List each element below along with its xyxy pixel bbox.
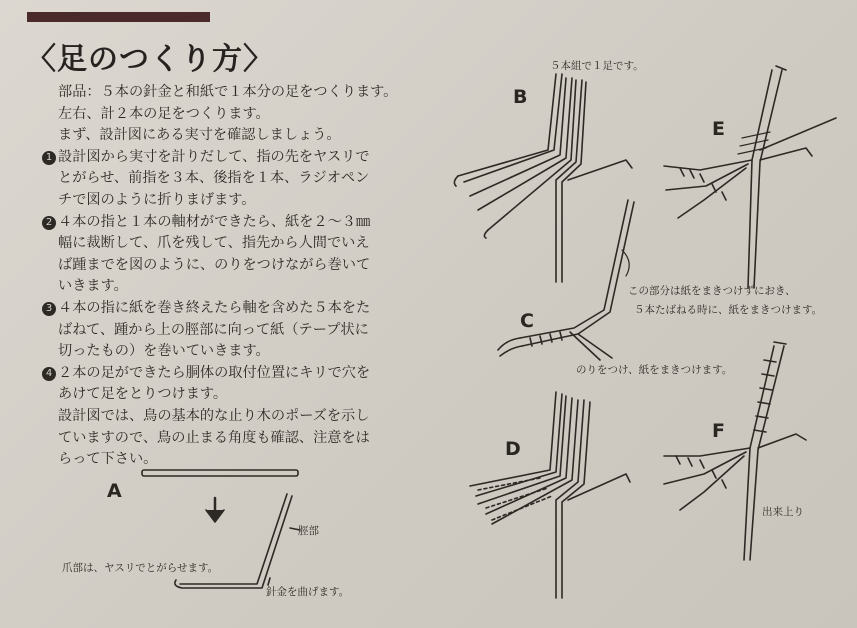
step-1-line: 1 設計図から実寸を計りだして、指の先をヤスリで [58,147,408,169]
step-3-line: 切ったもの）を巻いていきます。 [58,343,270,360]
step-number: 2 [42,216,56,230]
step-2-line: 2 ４本の指と１本の軸材ができたら、紙を２〜３㎜ [58,212,408,234]
step-1-line: とがらせ、前指を３本、後指を１本、ラジオペン [58,170,370,187]
figure-label-e: E [712,118,725,140]
step-4-line: らって下さい。 [58,451,158,468]
figure-label-d: D [505,438,521,460]
figure-d-wrapped-toes [470,392,630,598]
step-2-line: いきます。 [58,278,128,295]
step-4-line: ていますので、鳥の止まる角度も確認、注意をは [58,429,370,446]
step-2-line: 幅に裁断して、爪を残して、指先から人間でいえ [58,235,370,252]
step-4-line: 4 ２本の足ができたら胴体の取付位置にキリで穴を [58,363,408,385]
step-number: 3 [42,302,56,316]
caption-shin: 脛部 [298,525,319,537]
step-number: 4 [42,367,56,381]
step-4-line: 設計図では、鳥の基本的な止り木のポーズを示し [58,407,370,424]
figure-c-wrapped-toe [498,200,634,360]
figure-f-finished [664,342,806,560]
step-3-line: 3 ４本の指に紙を巻き終えたら軸を含めた５本をた [58,298,408,320]
caption-glue: のりをつけ、紙をまきつけます。 [576,364,733,376]
step-2-line: ば踵までを図のように、のりをつけながら巻いて [58,256,371,273]
step-1-line: チで図のように折りまげます。 [58,191,256,208]
figure-label-c: C [520,310,534,332]
intro-line: 部品：５本の針金と和紙で１本分の足をつくります。 [58,84,398,100]
section-title: 〈足のつくり方〉 [26,42,274,77]
caption-claw: 爪部は、ヤスリでとがらせます。 [62,562,219,574]
caption-note-2: ５本たばねる時に、紙をまきつけます。 [634,304,823,316]
intro-line: まず、設計図にある実寸を確認しましょう。 [58,127,341,144]
caption-note-1: この部分は紙をまきつけずにおき、 [628,285,796,297]
step-3-line: ばねて、踵から上の脛部に向って紙（テープ状に [58,321,369,338]
caption-finished: 出来上り [762,506,804,518]
figure-label-f: F [712,420,725,442]
caption-five-wires: ５本組で１足です。 [550,60,644,72]
step-number: 1 [42,151,56,165]
figure-a-wire [142,470,300,588]
figure-e-bundled [664,66,836,288]
step-4-line: あけて足をとりつけます。 [58,386,228,403]
figure-b-wires [454,74,632,282]
figure-label-a: A [107,480,122,502]
figure-label-b: B [513,86,528,108]
intro-line: 左右、計２本の足をつくります。 [58,105,270,122]
caption-bend: 針金を曲げます。 [266,586,350,598]
